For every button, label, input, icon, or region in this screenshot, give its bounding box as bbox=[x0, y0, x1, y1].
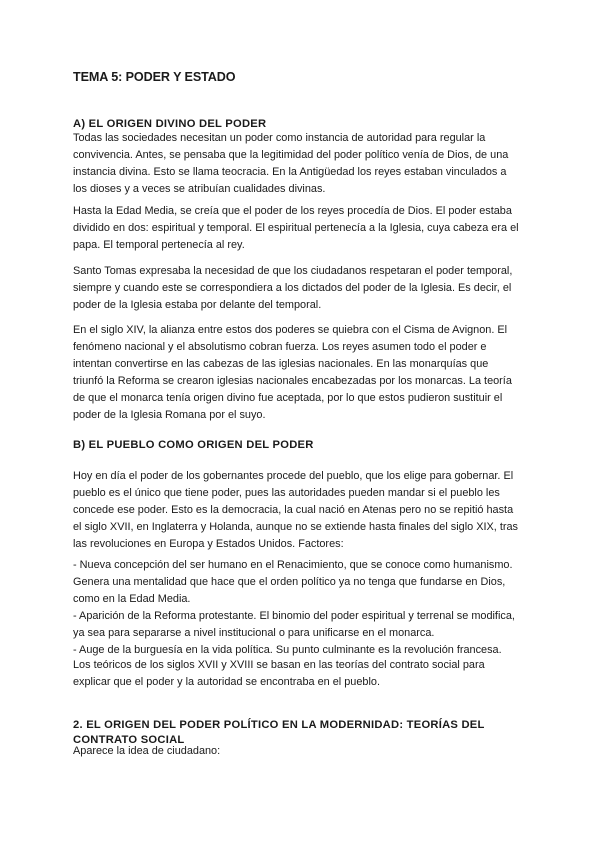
text-line: Santo Tomas expresaba la necesidad de que los ciudadanos respetaran el poder temporal, bbox=[73, 265, 513, 277]
section-2-intro bbox=[73, 743, 529, 760]
text-line: Todas las sociedades necesitan un poder como instancia de autoridad para regular la bbox=[73, 132, 486, 144]
text-line: poder de la Iglesia estaba por delante del temporal. bbox=[73, 298, 322, 311]
list-item: - Nueva concepción del ser humano en el Renacimiento, que se conoce como humanismo. bbox=[73, 559, 513, 571]
text-line: triunfó la Reforma se crearon iglesias nacionales encabezadas por los monarcas. La teoría bbox=[73, 374, 512, 387]
section-b-paragraph-1 bbox=[73, 468, 529, 553]
section-2-heading-line-1: 2. EL ORIGEN DEL PODER POLÍTICO EN LA MODERNIDAD: TEORÍAS DEL bbox=[73, 719, 485, 731]
list-item-continued: Genera una mentalidad que hace que el orden político ya no tenga que fundarse en Dios, bbox=[73, 575, 506, 588]
text-line: Hasta la Edad Media, se creía que el poder de los reyes procedía de Dios. El poder estaba bbox=[73, 205, 512, 217]
text-line: instancia divina. Esto se llama teocracia. En la Antigüedad los reyes estaban vinculados a bbox=[73, 165, 507, 178]
section-b-factors-list bbox=[73, 557, 529, 658]
text-line: concede ese poder. Esto es la democracia, la cual nació en Atenas pero no se repitió hasta bbox=[73, 503, 514, 516]
text-line: el siglo XVII, en Inglaterra y Holanda, aunque no se extiende hasta finales del siglo XIX, tras bbox=[73, 520, 518, 533]
list-item: - Auge de la burguesía en la vida política. Su punto culminante es la revolución francesa. bbox=[73, 643, 502, 656]
text-line: de que el monarca tenía origen divino fue aceptada, por lo que estos pudieron sustituir el bbox=[73, 391, 503, 404]
text-line: fenómeno nacional y el absolutismo cobran fuerza. Los reyes asumen todo el poder e bbox=[73, 340, 487, 353]
text-line: los dioses y a veces se atribuían cualidades divinas. bbox=[73, 182, 326, 195]
text-line: intentan convertirse en las cabezas de las iglesias nacionales. En las monarquías que bbox=[73, 357, 489, 370]
text-line: las revoluciones en Europa y Estados Unidos. Factores: bbox=[73, 537, 344, 550]
section-a-paragraph-1 bbox=[73, 130, 529, 198]
section-a-paragraph-2 bbox=[73, 203, 529, 254]
text-line: Aparece la idea de ciudadano: bbox=[73, 745, 221, 757]
list-item-continued: como en la Edad Media. bbox=[73, 592, 191, 605]
list-item: - Aparición de la Reforma protestante. El binomio del poder espiritual y terrenal se modifica, bbox=[73, 609, 515, 622]
section-2-heading-line-2: CONTRATO SOCIAL bbox=[73, 734, 185, 746]
list-item-continued: ya sea para separarse a nivel institucional o para unificarse en el monarca. bbox=[73, 626, 435, 639]
text-line: poder de la Iglesia Romana por el suyo. bbox=[73, 408, 266, 421]
section-b-paragraph-3 bbox=[73, 657, 529, 691]
text-line: pueblo es el único que tiene poder, pues las autoridades pueden mandar si el pueblo les bbox=[73, 486, 500, 499]
text-line: papa. El temporal pertenecía al rey. bbox=[73, 238, 245, 251]
page-title: TEMA 5: PODER Y ESTADO bbox=[73, 70, 236, 84]
text-line: dividido en dos: espiritual y temporal. El espiritual pertenecía a la Iglesia, cuya cabeza era el bbox=[73, 221, 519, 234]
text-line: convivencia. Antes, se pensaba que la legitimidad del poder político venía de Dios, de una bbox=[73, 148, 509, 161]
text-line: Hoy en día el poder de los gobernantes procede del pueblo, que los elige para gobernar. El bbox=[73, 470, 514, 482]
text-line: siempre y cuando este se correspondiera a los dictados del poder de la Iglesia. Es decir, el bbox=[73, 281, 512, 294]
text-line: Los teóricos de los siglos XVII y XVIII se basan en las teorías del contrato social para bbox=[73, 659, 485, 671]
section-b-heading: B) EL PUEBLO COMO ORIGEN DEL PODER bbox=[73, 439, 314, 451]
section-a-paragraph-4 bbox=[73, 322, 529, 423]
text-line: En el siglo XIV, la alianza entre estos dos poderes se quiebra con el Cisma de Avignon. El bbox=[73, 324, 508, 336]
section-a-paragraph-3 bbox=[73, 263, 529, 314]
section-a-heading: A) EL ORIGEN DIVINO DEL PODER bbox=[73, 118, 267, 130]
text-line: explicar que el poder y la autoridad se encontraba en el pueblo. bbox=[73, 675, 380, 688]
